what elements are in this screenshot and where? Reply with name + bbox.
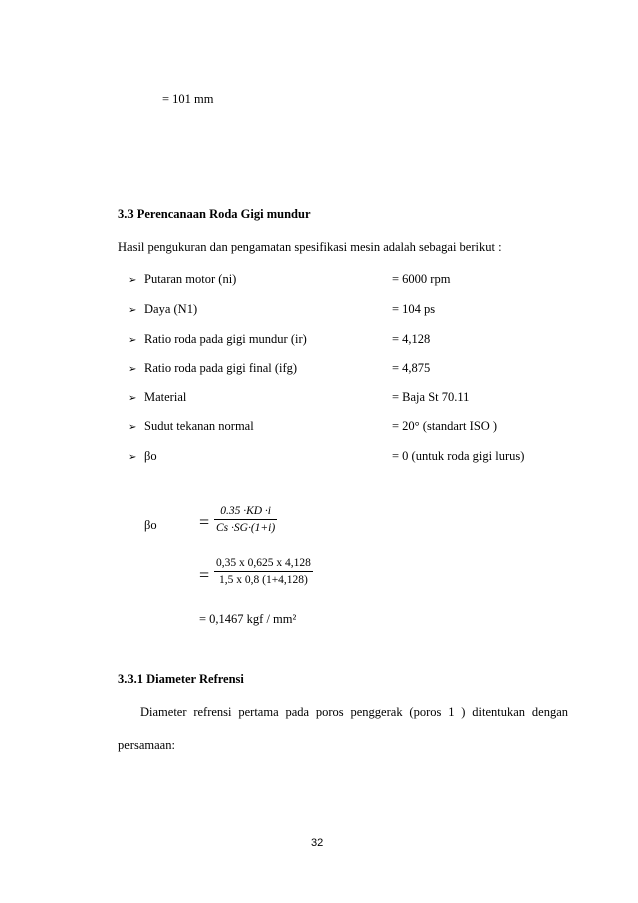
arrow-bullet-icon: ➢: [128, 305, 137, 316]
spec-value-3: = 4,875: [392, 361, 431, 375]
spec-value-2: = 4,128: [392, 332, 431, 346]
spec-label-4: ➢ Material: [128, 390, 187, 404]
paragraph-line-1: Diameter refrensi pertama pada poros penggerak (poros 1 ) ditentukan dengan: [140, 705, 568, 719]
section-intro: Hasil pengukuran dan pengamatan spesifikasi mesin adalah sebagai berikut :: [118, 240, 502, 254]
spec-label-2: ➢ Ratio roda pada gigi mundur (ir): [128, 332, 307, 346]
arrow-bullet-icon: ➢: [128, 422, 137, 433]
result-diameter-line: = 101 mm: [162, 92, 214, 106]
arrow-bullet-icon: ➢: [128, 364, 137, 375]
spec-value-4: = Baja St 70.11: [392, 390, 470, 404]
spec-value-6: = 0 (untuk roda gigi lurus): [392, 449, 525, 463]
fraction-2: [214, 557, 313, 586]
spec-label-3: ➢ Ratio roda pada gigi final (ifg): [128, 361, 298, 375]
arrow-bullet-icon: ➢: [128, 335, 137, 346]
spec-value-5: = 20° (standart ISO ): [392, 419, 498, 433]
fraction-1-numerator: 0.35 ·KD ·i: [214, 505, 277, 520]
fraction-1-denominator: Cs ·SG·(1+i): [216, 522, 276, 534]
equals-sign-1: =: [199, 512, 210, 532]
page-number: 32: [311, 837, 324, 849]
subsection-heading: 3.3.1 Diameter Refrensi: [118, 672, 244, 686]
spec-value-1: = 104 ps: [392, 302, 436, 316]
arrow-bullet-icon: ➢: [128, 393, 137, 404]
fraction-2-numerator: 0,35 x 0,625 x 4,128: [214, 557, 313, 572]
formula-symbol: βo: [144, 518, 157, 532]
fraction-2-denominator: 1,5 x 0,8 (1+4,128): [218, 574, 308, 586]
spec-label-6: ➢ βo: [128, 449, 157, 463]
spec-value-0: = 6000 rpm: [392, 272, 451, 286]
equals-sign-2: =: [199, 565, 210, 585]
section-heading: 3.3 Perencanaan Roda Gigi mundur: [118, 207, 311, 221]
spec-label-1: ➢ Daya (N1): [128, 302, 198, 316]
arrow-bullet-icon: ➢: [128, 452, 137, 463]
formula-result: = 0,1467 kgf / mm²: [199, 612, 297, 626]
fraction-1: [214, 505, 277, 534]
paragraph-line-2: persamaan:: [118, 738, 175, 752]
spec-label-0: ➢ Putaran motor (ni): [128, 272, 237, 286]
spec-label-5: ➢ Sudut tekanan normal: [128, 419, 254, 433]
arrow-bullet-icon: ➢: [128, 275, 137, 286]
